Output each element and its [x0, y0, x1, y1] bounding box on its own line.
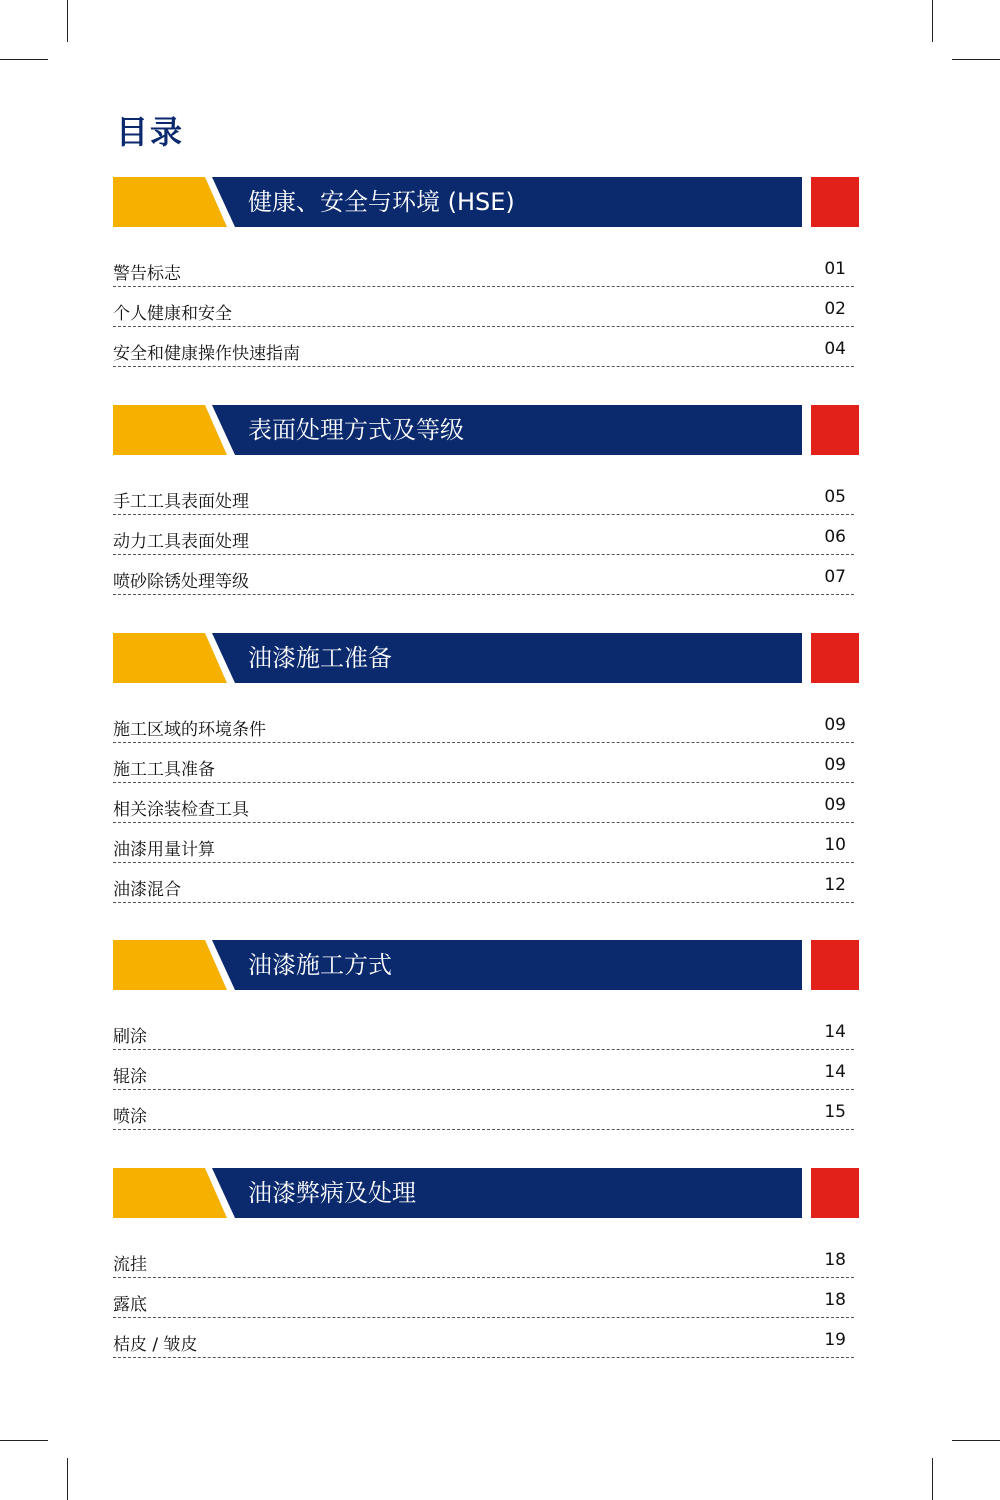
toc-entry-page: 15: [824, 1102, 846, 1122]
toc-entry[interactable]: [113, 247, 854, 287]
toc-entry-title: 相关涂装检查工具: [113, 800, 249, 820]
toc-entry[interactable]: [113, 555, 854, 595]
toc-entry-title: 辊涂: [113, 1067, 147, 1087]
toc-entry[interactable]: [113, 1090, 854, 1130]
toc-entry-title: 露底: [113, 1295, 147, 1315]
crop-mark: [0, 1440, 48, 1441]
toc-entry-page: 19: [824, 1330, 846, 1350]
toc-entry[interactable]: [113, 327, 854, 367]
toc-entry-page: 14: [824, 1062, 846, 1082]
crop-mark: [952, 1440, 1000, 1441]
toc-entry-page: 09: [824, 795, 846, 815]
toc-entry-title: 油漆混合: [113, 880, 181, 900]
toc-entry-page: 14: [824, 1022, 846, 1042]
toc-entry[interactable]: [113, 743, 854, 783]
banner-red-block: [811, 405, 859, 455]
section-heading: 油漆施工准备: [248, 644, 392, 672]
toc-entry-page: 05: [824, 487, 846, 507]
crop-mark: [67, 0, 68, 42]
section-heading: 健康、安全与环境 (HSE): [248, 188, 515, 216]
toc-entry-title: 油漆用量计算: [113, 840, 215, 860]
toc-entry-page: 02: [824, 299, 846, 319]
banner-red-block: [811, 177, 859, 227]
toc-entry-title: 喷涂: [113, 1107, 147, 1127]
page-title: 目录: [116, 113, 185, 151]
toc-section: [0, 405, 1000, 595]
section-heading: 油漆施工方式: [248, 951, 392, 979]
section-banner: [0, 940, 1000, 990]
toc-entry-title: 流挂: [113, 1255, 147, 1275]
toc-entry-title: 动力工具表面处理: [113, 532, 249, 552]
toc-entry[interactable]: [113, 1278, 854, 1318]
toc-entry[interactable]: [113, 1318, 854, 1358]
banner-red-block: [811, 940, 859, 990]
toc-entry-page: 18: [824, 1250, 846, 1270]
toc-entry[interactable]: [113, 287, 854, 327]
toc-entry-page: 01: [824, 259, 846, 279]
section-banner: [0, 177, 1000, 227]
crop-mark: [932, 1458, 933, 1500]
toc-entry-page: 09: [824, 715, 846, 735]
toc-entry-page: 04: [824, 339, 846, 359]
toc-entry-title: 施工工具准备: [113, 760, 215, 780]
toc-entry[interactable]: [113, 703, 854, 743]
crop-mark: [0, 59, 48, 60]
toc-entry-title: 安全和健康操作快速指南: [113, 344, 300, 364]
toc-entry-title: 刷涂: [113, 1027, 147, 1047]
toc-entry-title: 手工工具表面处理: [113, 492, 249, 512]
toc-entry[interactable]: [113, 1050, 854, 1090]
toc-entry-title: 喷砂除锈处理等级: [113, 572, 249, 592]
toc-entry-page: 09: [824, 755, 846, 775]
toc-entry[interactable]: [113, 1010, 854, 1050]
crop-mark: [67, 1458, 68, 1500]
toc-section: [0, 633, 1000, 903]
toc-section: [0, 177, 1000, 367]
toc-entry-title: 个人健康和安全: [113, 304, 232, 324]
toc-entry[interactable]: [113, 515, 854, 555]
toc-entry[interactable]: [113, 863, 854, 903]
toc-entry[interactable]: [113, 823, 854, 863]
section-banner: [0, 1168, 1000, 1218]
toc-entry-page: 12: [824, 875, 846, 895]
toc-entry-page: 06: [824, 527, 846, 547]
toc-entry-title: 施工区域的环境条件: [113, 720, 266, 740]
banner-red-block: [811, 633, 859, 683]
toc-section: [0, 940, 1000, 1130]
section-banner: [0, 405, 1000, 455]
toc-entry[interactable]: [113, 783, 854, 823]
crop-mark: [952, 59, 1000, 60]
toc-section: [0, 1168, 1000, 1358]
banner-red-block: [811, 1168, 859, 1218]
toc-entry-page: 18: [824, 1290, 846, 1310]
crop-mark: [932, 0, 933, 42]
toc-entry-title: 警告标志: [113, 264, 181, 284]
section-heading: 油漆弊病及处理: [248, 1179, 416, 1207]
toc-entry-page: 10: [824, 835, 846, 855]
toc-entry[interactable]: [113, 1238, 854, 1278]
toc-entry-title: 桔皮 / 皱皮: [113, 1335, 198, 1355]
toc-entry[interactable]: [113, 475, 854, 515]
section-banner: [0, 633, 1000, 683]
toc-entry-page: 07: [824, 567, 846, 587]
section-heading: 表面处理方式及等级: [248, 416, 464, 444]
